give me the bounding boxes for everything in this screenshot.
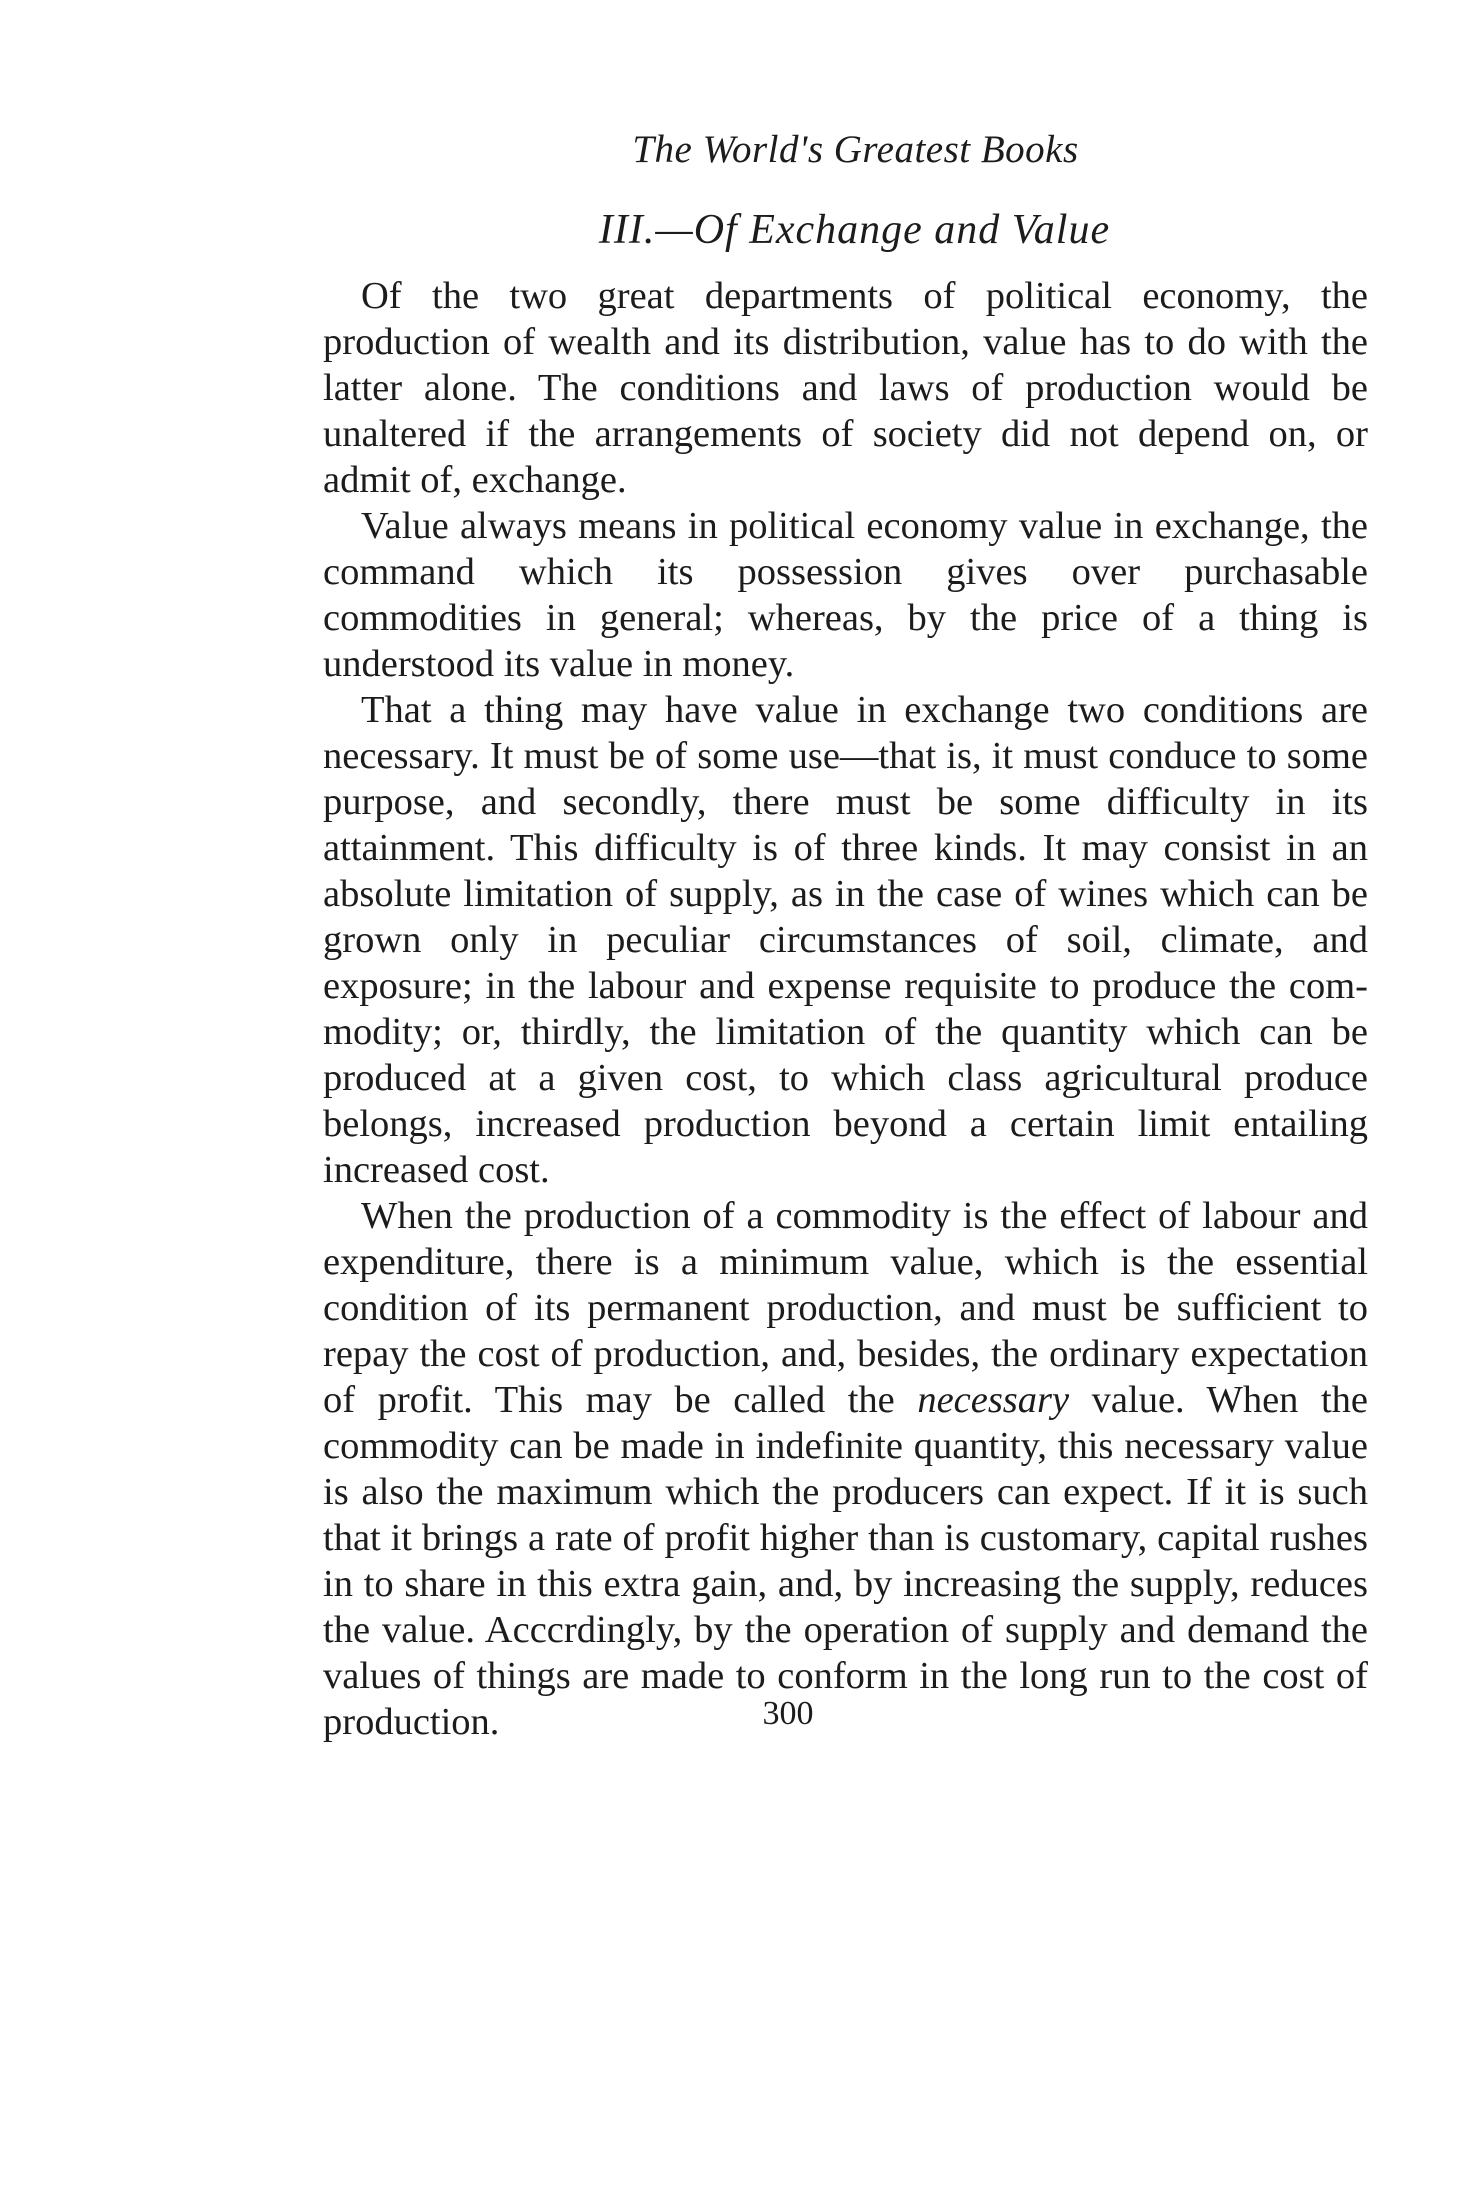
paragraph-4-text-after: value. When the commodity can be made in indefinite quantity, this necessary value is also the maximum which the producers can expect. If it is such that it brings a rate of profit higher than is customary, capital rushes in to share in this extra gain, and, by increasing the supply, reduces the value. Acccrdingly, by the operation of supply and demand the values of things are made to conform in the long run to the cost of production. [323,1379,1369,1743]
paragraph-3: That a thing may have value in exchange two conditions are necessary. It must be of some use—that is, it must conduce to some purpose, and secondly, there must be some difficulty in its attainment. This difficulty is of three kinds. It may consist in an absolute limitation of supply, as in the case of wines which can be grown only in peculiar circumstances of soil, climate, and exposure; in the labour and expense requisite to produce the commodity; or, thirdly, the limitation of the quantity which can be produced at a given cost, to which class agricultural produce belongs, increased production beyond a certain limit entailing increased cost. [323,689,1368,1191]
paragraph-1: Of the two great departments of political economy, the production of wealth and its distribution, value has to do with the latter alone. The conditions and laws of production would be unaltered if the arrangements of society did not depend on, or admit of, exchange. [323,275,1368,501]
running-head: The World's Greatest Books [632,128,1079,171]
paragraph-2: Value always means in political economy value in exchange, the command which its possession gives over purchasable commodities in general; whereas, by the price of a thing is understood its value in money. [323,505,1368,685]
section-title: III.—Of Exchange and Value [598,207,1111,253]
paragraph-4-text-before: When the production of a commodity is the effect of labour and expenditure, there is a minimum value, which is the essential condition of its permanent production, and must be sufficient to repay the cost of production, and, besides, the ordinary expectation of profit. This may be called the [323,1195,1368,1421]
emphasis-necessary: necessary [917,1379,1070,1421]
paragraph-4 [323,1193,1368,1745]
page-body [323,130,1368,1745]
page-number: 300 [762,1695,814,1732]
